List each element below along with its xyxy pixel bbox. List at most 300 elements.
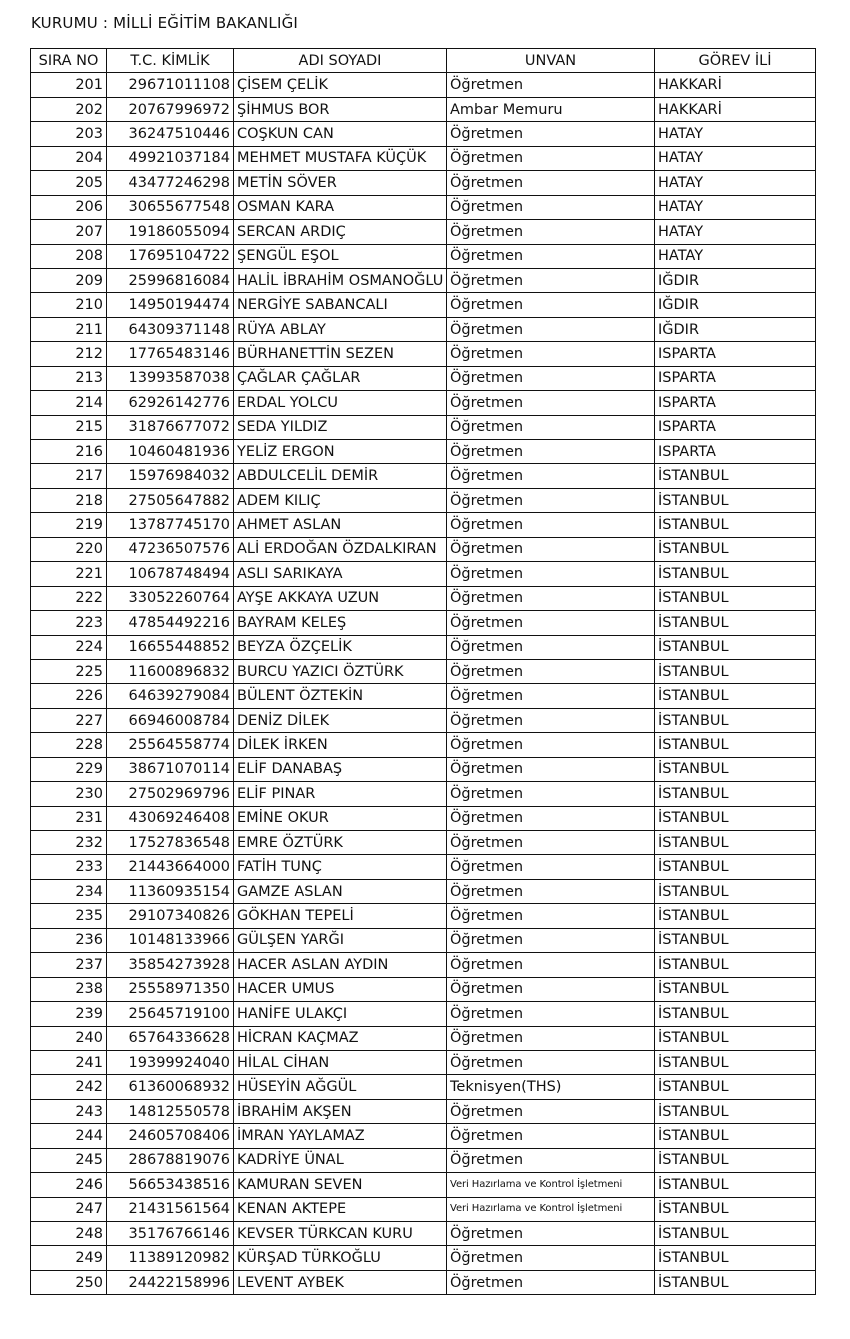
table-row <box>31 1148 816 1172</box>
sira-no-cell: 240 <box>31 1026 107 1050</box>
adi-soyadi-cell: ERDAL YOLCU <box>234 391 447 415</box>
adi-soyadi-cell: BAYRAM KELEŞ <box>234 611 447 635</box>
unvan-cell: Öğretmen <box>447 342 655 366</box>
sira-no-cell: 233 <box>31 855 107 879</box>
unvan-cell: Öğretmen <box>447 1099 655 1123</box>
adi-soyadi-cell: HİCRAN KAÇMAZ <box>234 1026 447 1050</box>
unvan-cell: Öğretmen <box>447 586 655 610</box>
unvan-cell: Öğretmen <box>447 293 655 317</box>
unvan-cell: Öğretmen <box>447 733 655 757</box>
unvan-cell: Öğretmen <box>447 244 655 268</box>
table-row <box>31 537 816 561</box>
unvan-cell: Öğretmen <box>447 220 655 244</box>
unvan-cell: Öğretmen <box>447 1246 655 1270</box>
unvan-cell: Öğretmen <box>447 317 655 341</box>
table-row <box>31 342 816 366</box>
unvan-cell: Öğretmen <box>447 73 655 97</box>
sira-no-cell: 229 <box>31 757 107 781</box>
gorev-ili-cell: İSTANBUL <box>655 1075 816 1099</box>
adi-soyadi-cell: KEVSER TÜRKCAN KURU <box>234 1222 447 1246</box>
gorev-ili-cell: İSTANBUL <box>655 1148 816 1172</box>
table-row <box>31 122 816 146</box>
tc-kimlik-cell: 25645719100 <box>107 1002 234 1026</box>
tc-kimlik-cell: 43069246408 <box>107 806 234 830</box>
sira-no-cell: 209 <box>31 268 107 292</box>
tc-kimlik-cell: 30655677548 <box>107 195 234 219</box>
sira-no-cell: 220 <box>31 537 107 561</box>
gorev-ili-cell: İSTANBUL <box>655 488 816 512</box>
column-header-unvan: UNVAN <box>447 49 655 73</box>
gorev-ili-cell: ISPARTA <box>655 415 816 439</box>
adi-soyadi-cell: METİN SÖVER <box>234 171 447 195</box>
unvan-cell: Öğretmen <box>447 659 655 683</box>
tc-kimlik-cell: 25564558774 <box>107 733 234 757</box>
unvan-cell: Öğretmen <box>447 1002 655 1026</box>
tc-kimlik-cell: 47854492216 <box>107 611 234 635</box>
table-row <box>31 879 816 903</box>
sira-no-cell: 226 <box>31 684 107 708</box>
table-row <box>31 1026 816 1050</box>
unvan-cell: Öğretmen <box>447 1222 655 1246</box>
gorev-ili-cell: İSTANBUL <box>655 1026 816 1050</box>
gorev-ili-cell: İSTANBUL <box>655 537 816 561</box>
gorev-ili-cell: İSTANBUL <box>655 953 816 977</box>
gorev-ili-cell: İSTANBUL <box>655 733 816 757</box>
tc-kimlik-cell: 17765483146 <box>107 342 234 366</box>
sira-no-cell: 207 <box>31 220 107 244</box>
table-row <box>31 366 816 390</box>
table-body <box>31 73 816 1295</box>
gorev-ili-cell: HATAY <box>655 122 816 146</box>
unvan-cell: Öğretmen <box>447 757 655 781</box>
sira-no-cell: 230 <box>31 782 107 806</box>
sira-no-cell: 208 <box>31 244 107 268</box>
tc-kimlik-cell: 56653438516 <box>107 1173 234 1197</box>
sira-no-cell: 234 <box>31 879 107 903</box>
sira-no-cell: 206 <box>31 195 107 219</box>
sira-no-cell: 202 <box>31 97 107 121</box>
table-row <box>31 391 816 415</box>
table-row <box>31 904 816 928</box>
tc-kimlik-cell: 10460481936 <box>107 440 234 464</box>
adi-soyadi-cell: ÇİSEM ÇELİK <box>234 73 447 97</box>
table-row <box>31 1002 816 1026</box>
sira-no-cell: 219 <box>31 513 107 537</box>
tc-kimlik-cell: 15976984032 <box>107 464 234 488</box>
adi-soyadi-cell: MEHMET MUSTAFA KÜÇÜK <box>234 146 447 170</box>
gorev-ili-cell: İSTANBUL <box>655 1124 816 1148</box>
gorev-ili-cell: İSTANBUL <box>655 928 816 952</box>
table-row <box>31 220 816 244</box>
sira-no-cell: 243 <box>31 1099 107 1123</box>
tc-kimlik-cell: 13993587038 <box>107 366 234 390</box>
unvan-cell: Öğretmen <box>447 513 655 537</box>
sira-no-cell: 248 <box>31 1222 107 1246</box>
table-row <box>31 268 816 292</box>
unvan-cell: Öğretmen <box>447 855 655 879</box>
gorev-ili-cell: İSTANBUL <box>655 831 816 855</box>
table-row <box>31 464 816 488</box>
unvan-cell: Öğretmen <box>447 1148 655 1172</box>
unvan-cell: Öğretmen <box>447 268 655 292</box>
table-row <box>31 195 816 219</box>
unvan-cell: Öğretmen <box>447 488 655 512</box>
tc-kimlik-cell: 10148133966 <box>107 928 234 952</box>
tc-kimlik-cell: 14812550578 <box>107 1099 234 1123</box>
table-row <box>31 1197 816 1221</box>
unvan-cell: Öğretmen <box>447 806 655 830</box>
gorev-ili-cell: HAKKARİ <box>655 97 816 121</box>
tc-kimlik-cell: 64309371148 <box>107 317 234 341</box>
adi-soyadi-cell: HALİL İBRAHİM OSMANOĞLU <box>234 268 447 292</box>
unvan-cell: Öğretmen <box>447 684 655 708</box>
gorev-ili-cell: İSTANBUL <box>655 1050 816 1074</box>
unvan-cell: Öğretmen <box>447 391 655 415</box>
table-row <box>31 1270 816 1294</box>
table-row <box>31 855 816 879</box>
adi-soyadi-cell: ABDULCELİL DEMİR <box>234 464 447 488</box>
gorev-ili-cell: İSTANBUL <box>655 977 816 1001</box>
tc-kimlik-cell: 61360068932 <box>107 1075 234 1099</box>
gorev-ili-cell: ISPARTA <box>655 366 816 390</box>
unvan-cell: Öğretmen <box>447 537 655 561</box>
adi-soyadi-cell: GÜLŞEN YARĞI <box>234 928 447 952</box>
tc-kimlik-cell: 19399924040 <box>107 1050 234 1074</box>
sira-no-cell: 246 <box>31 1173 107 1197</box>
tc-kimlik-cell: 28678819076 <box>107 1148 234 1172</box>
gorev-ili-cell: İSTANBUL <box>655 1099 816 1123</box>
table-row <box>31 440 816 464</box>
tc-kimlik-cell: 29107340826 <box>107 904 234 928</box>
adi-soyadi-cell: ÇAĞLAR ÇAĞLAR <box>234 366 447 390</box>
gorev-ili-cell: HAKKARİ <box>655 73 816 97</box>
sira-no-cell: 214 <box>31 391 107 415</box>
tc-kimlik-cell: 21443664000 <box>107 855 234 879</box>
table-row <box>31 806 816 830</box>
gorev-ili-cell: İSTANBUL <box>655 1197 816 1221</box>
column-header-gorev-ili: GÖREV İLİ <box>655 49 816 73</box>
tc-kimlik-cell: 27505647882 <box>107 488 234 512</box>
tc-kimlik-cell: 29671011108 <box>107 73 234 97</box>
sira-no-cell: 222 <box>31 586 107 610</box>
adi-soyadi-cell: OSMAN KARA <box>234 195 447 219</box>
table-row <box>31 415 816 439</box>
sira-no-cell: 231 <box>31 806 107 830</box>
tc-kimlik-cell: 25996816084 <box>107 268 234 292</box>
sira-no-cell: 204 <box>31 146 107 170</box>
adi-soyadi-cell: İMRAN YAYLAMAZ <box>234 1124 447 1148</box>
adi-soyadi-cell: KENAN AKTEPE <box>234 1197 447 1221</box>
column-header-adi-soyadi: ADI SOYADI <box>234 49 447 73</box>
table-row <box>31 684 816 708</box>
gorev-ili-cell: İSTANBUL <box>655 513 816 537</box>
adi-soyadi-cell: HACER ASLAN AYDIN <box>234 953 447 977</box>
table-row <box>31 97 816 121</box>
adi-soyadi-cell: AHMET ASLAN <box>234 513 447 537</box>
tc-kimlik-cell: 20767996972 <box>107 97 234 121</box>
column-header-tc-kimlik: T.C. KİMLİK <box>107 49 234 73</box>
table-row <box>31 146 816 170</box>
table-row <box>31 1099 816 1123</box>
table-row <box>31 708 816 732</box>
unvan-cell: Öğretmen <box>447 562 655 586</box>
sira-no-cell: 205 <box>31 171 107 195</box>
table-row <box>31 1246 816 1270</box>
tc-kimlik-cell: 49921037184 <box>107 146 234 170</box>
unvan-cell: Öğretmen <box>447 415 655 439</box>
unvan-cell: Öğretmen <box>447 904 655 928</box>
unvan-cell: Öğretmen <box>447 1026 655 1050</box>
personnel-table <box>30 48 816 1295</box>
adi-soyadi-cell: FATİH TUNÇ <box>234 855 447 879</box>
adi-soyadi-cell: BÜLENT ÖZTEKİN <box>234 684 447 708</box>
unvan-cell: Veri Hazırlama ve Kontrol İşletmeni <box>447 1197 655 1221</box>
table-row <box>31 611 816 635</box>
adi-soyadi-cell: DİLEK İRKEN <box>234 733 447 757</box>
adi-soyadi-cell: ŞİHMUS BOR <box>234 97 447 121</box>
sira-no-cell: 235 <box>31 904 107 928</box>
adi-soyadi-cell: HANİFE ULAKÇI <box>234 1002 447 1026</box>
adi-soyadi-cell: EMRE ÖZTÜRK <box>234 831 447 855</box>
sira-no-cell: 241 <box>31 1050 107 1074</box>
table-row <box>31 928 816 952</box>
adi-soyadi-cell: HÜSEYİN AĞGÜL <box>234 1075 447 1099</box>
adi-soyadi-cell: BÜRHANETTİN SEZEN <box>234 342 447 366</box>
tc-kimlik-cell: 11360935154 <box>107 879 234 903</box>
gorev-ili-cell: İSTANBUL <box>655 782 816 806</box>
unvan-cell: Öğretmen <box>447 1270 655 1294</box>
tc-kimlik-cell: 14950194474 <box>107 293 234 317</box>
unvan-cell: Öğretmen <box>447 366 655 390</box>
gorev-ili-cell: İSTANBUL <box>655 659 816 683</box>
gorev-ili-cell: IĞDIR <box>655 293 816 317</box>
table-row <box>31 757 816 781</box>
table-row <box>31 1173 816 1197</box>
table-row <box>31 635 816 659</box>
tc-kimlik-cell: 24605708406 <box>107 1124 234 1148</box>
sira-no-cell: 247 <box>31 1197 107 1221</box>
gorev-ili-cell: IĞDIR <box>655 268 816 292</box>
gorev-ili-cell: İSTANBUL <box>655 855 816 879</box>
sira-no-cell: 237 <box>31 953 107 977</box>
unvan-cell: Öğretmen <box>447 195 655 219</box>
gorev-ili-cell: ISPARTA <box>655 440 816 464</box>
adi-soyadi-cell: KÜRŞAD TÜRKOĞLU <box>234 1246 447 1270</box>
gorev-ili-cell: İSTANBUL <box>655 879 816 903</box>
sira-no-cell: 249 <box>31 1246 107 1270</box>
table-row <box>31 782 816 806</box>
gorev-ili-cell: İSTANBUL <box>655 1002 816 1026</box>
table-row <box>31 1222 816 1246</box>
gorev-ili-cell: İSTANBUL <box>655 1173 816 1197</box>
unvan-cell: Teknisyen(THS) <box>447 1075 655 1099</box>
sira-no-cell: 236 <box>31 928 107 952</box>
unvan-cell: Öğretmen <box>447 879 655 903</box>
adi-soyadi-cell: NERGİYE SABANCALI <box>234 293 447 317</box>
tc-kimlik-cell: 65764336628 <box>107 1026 234 1050</box>
adi-soyadi-cell: SERCAN ARDIÇ <box>234 220 447 244</box>
unvan-cell: Öğretmen <box>447 708 655 732</box>
gorev-ili-cell: İSTANBUL <box>655 611 816 635</box>
table-row <box>31 293 816 317</box>
gorev-ili-cell: İSTANBUL <box>655 586 816 610</box>
tc-kimlik-cell: 25558971350 <box>107 977 234 1001</box>
adi-soyadi-cell: GÖKHAN TEPELİ <box>234 904 447 928</box>
sira-no-cell: 239 <box>31 1002 107 1026</box>
adi-soyadi-cell: EMİNE OKUR <box>234 806 447 830</box>
table-row <box>31 73 816 97</box>
gorev-ili-cell: İSTANBUL <box>655 904 816 928</box>
unvan-cell: Öğretmen <box>447 440 655 464</box>
sira-no-cell: 221 <box>31 562 107 586</box>
unvan-cell: Öğretmen <box>447 464 655 488</box>
table-row <box>31 977 816 1001</box>
tc-kimlik-cell: 43477246298 <box>107 171 234 195</box>
sira-no-cell: 250 <box>31 1270 107 1294</box>
tc-kimlik-cell: 10678748494 <box>107 562 234 586</box>
adi-soyadi-cell: COŞKUN CAN <box>234 122 447 146</box>
unvan-cell: Öğretmen <box>447 977 655 1001</box>
tc-kimlik-cell: 11389120982 <box>107 1246 234 1270</box>
gorev-ili-cell: İSTANBUL <box>655 464 816 488</box>
sira-no-cell: 215 <box>31 415 107 439</box>
tc-kimlik-cell: 38671070114 <box>107 757 234 781</box>
adi-soyadi-cell: BURCU YAZICI ÖZTÜRK <box>234 659 447 683</box>
sira-no-cell: 210 <box>31 293 107 317</box>
gorev-ili-cell: İSTANBUL <box>655 1246 816 1270</box>
table-header-row <box>31 49 816 73</box>
gorev-ili-cell: ISPARTA <box>655 391 816 415</box>
tc-kimlik-cell: 16655448852 <box>107 635 234 659</box>
tc-kimlik-cell: 17695104722 <box>107 244 234 268</box>
table-row <box>31 1124 816 1148</box>
table-row <box>31 659 816 683</box>
adi-soyadi-cell: SEDA YILDIZ <box>234 415 447 439</box>
tc-kimlik-cell: 27502969796 <box>107 782 234 806</box>
sira-no-cell: 218 <box>31 488 107 512</box>
table-row <box>31 244 816 268</box>
adi-soyadi-cell: ELİF DANABAŞ <box>234 757 447 781</box>
adi-soyadi-cell: ELİF PINAR <box>234 782 447 806</box>
unvan-cell: Ambar Memuru <box>447 97 655 121</box>
sira-no-cell: 238 <box>31 977 107 1001</box>
sira-no-cell: 212 <box>31 342 107 366</box>
adi-soyadi-cell: BEYZA ÖZÇELİK <box>234 635 447 659</box>
tc-kimlik-cell: 35176766146 <box>107 1222 234 1246</box>
table-row <box>31 317 816 341</box>
table-row <box>31 953 816 977</box>
table-row <box>31 488 816 512</box>
gorev-ili-cell: HATAY <box>655 195 816 219</box>
tc-kimlik-cell: 64639279084 <box>107 684 234 708</box>
gorev-ili-cell: İSTANBUL <box>655 757 816 781</box>
adi-soyadi-cell: GAMZE ASLAN <box>234 879 447 903</box>
tc-kimlik-cell: 31876677072 <box>107 415 234 439</box>
gorev-ili-cell: HATAY <box>655 244 816 268</box>
gorev-ili-cell: İSTANBUL <box>655 562 816 586</box>
gorev-ili-cell: IĞDIR <box>655 317 816 341</box>
sira-no-cell: 224 <box>31 635 107 659</box>
adi-soyadi-cell: İBRAHİM AKŞEN <box>234 1099 447 1123</box>
unvan-cell: Öğretmen <box>447 928 655 952</box>
unvan-cell: Öğretmen <box>447 635 655 659</box>
tc-kimlik-cell: 35854273928 <box>107 953 234 977</box>
unvan-cell: Öğretmen <box>447 122 655 146</box>
table-row <box>31 1075 816 1099</box>
sira-no-cell: 225 <box>31 659 107 683</box>
sira-no-cell: 211 <box>31 317 107 341</box>
adi-soyadi-cell: YELİZ ERGON <box>234 440 447 464</box>
unvan-cell: Öğretmen <box>447 146 655 170</box>
gorev-ili-cell: HATAY <box>655 220 816 244</box>
table-row <box>31 1050 816 1074</box>
adi-soyadi-cell: ALİ ERDOĞAN ÖZDALKIRAN <box>234 537 447 561</box>
table-row <box>31 831 816 855</box>
gorev-ili-cell: İSTANBUL <box>655 1222 816 1246</box>
tc-kimlik-cell: 33052260764 <box>107 586 234 610</box>
sira-no-cell: 242 <box>31 1075 107 1099</box>
adi-soyadi-cell: LEVENT AYBEK <box>234 1270 447 1294</box>
unvan-cell: Öğretmen <box>447 611 655 635</box>
gorev-ili-cell: İSTANBUL <box>655 684 816 708</box>
sira-no-cell: 227 <box>31 708 107 732</box>
gorev-ili-cell: İSTANBUL <box>655 806 816 830</box>
sira-no-cell: 228 <box>31 733 107 757</box>
tc-kimlik-cell: 19186055094 <box>107 220 234 244</box>
table-row <box>31 562 816 586</box>
adi-soyadi-cell: ASLI SARIKAYA <box>234 562 447 586</box>
tc-kimlik-cell: 36247510446 <box>107 122 234 146</box>
unvan-cell: Öğretmen <box>447 171 655 195</box>
gorev-ili-cell: İSTANBUL <box>655 635 816 659</box>
adi-soyadi-cell: DENİZ DİLEK <box>234 708 447 732</box>
tc-kimlik-cell: 17527836548 <box>107 831 234 855</box>
sira-no-cell: 201 <box>31 73 107 97</box>
unvan-cell: Öğretmen <box>447 782 655 806</box>
gorev-ili-cell: İSTANBUL <box>655 1270 816 1294</box>
adi-soyadi-cell: KAMURAN SEVEN <box>234 1173 447 1197</box>
sira-no-cell: 213 <box>31 366 107 390</box>
adi-soyadi-cell: KADRİYE ÜNAL <box>234 1148 447 1172</box>
adi-soyadi-cell: RÜYA ABLAY <box>234 317 447 341</box>
sira-no-cell: 203 <box>31 122 107 146</box>
sira-no-cell: 245 <box>31 1148 107 1172</box>
gorev-ili-cell: HATAY <box>655 171 816 195</box>
unvan-cell: Öğretmen <box>447 831 655 855</box>
tc-kimlik-cell: 21431561564 <box>107 1197 234 1221</box>
gorev-ili-cell: HATAY <box>655 146 816 170</box>
table-row <box>31 171 816 195</box>
unvan-cell: Öğretmen <box>447 1124 655 1148</box>
table-row <box>31 733 816 757</box>
sira-no-cell: 216 <box>31 440 107 464</box>
gorev-ili-cell: İSTANBUL <box>655 708 816 732</box>
column-header-sira-no: SIRA NO <box>31 49 107 73</box>
page-title: KURUMU : MİLLİ EĞİTİM BAKANLIĞI <box>31 14 299 32</box>
unvan-cell: Öğretmen <box>447 1050 655 1074</box>
adi-soyadi-cell: HACER UMUS <box>234 977 447 1001</box>
tc-kimlik-cell: 47236507576 <box>107 537 234 561</box>
gorev-ili-cell: ISPARTA <box>655 342 816 366</box>
sira-no-cell: 223 <box>31 611 107 635</box>
sira-no-cell: 217 <box>31 464 107 488</box>
table-row <box>31 586 816 610</box>
tc-kimlik-cell: 13787745170 <box>107 513 234 537</box>
tc-kimlik-cell: 11600896832 <box>107 659 234 683</box>
table-row <box>31 513 816 537</box>
sira-no-cell: 244 <box>31 1124 107 1148</box>
unvan-cell: Öğretmen <box>447 953 655 977</box>
